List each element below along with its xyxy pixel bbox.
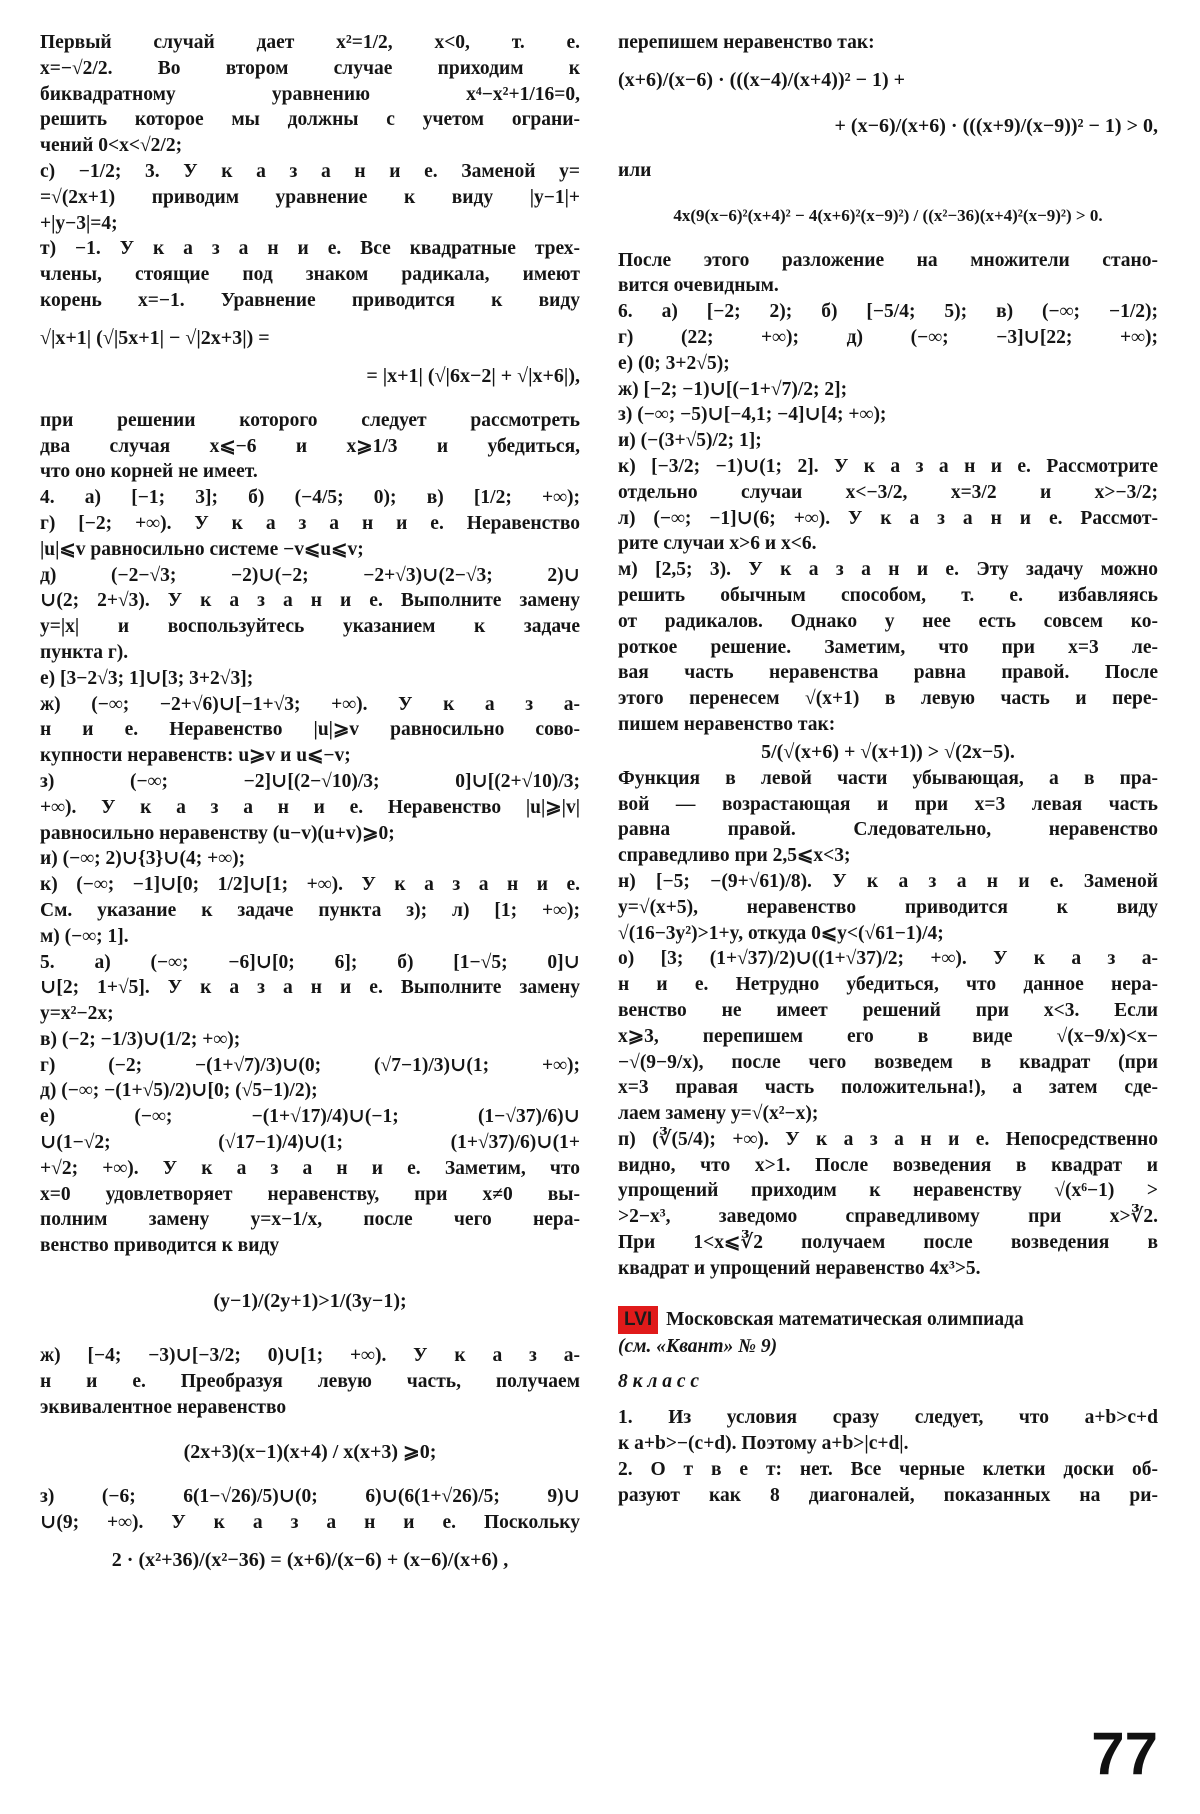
text-line: д) (−∞; −(1+√5)/2)∪[0; (√5−1)/2); bbox=[40, 1080, 318, 1102]
text-line: См. указание к задаче пункта з); л) [1; +∞); bbox=[40, 899, 580, 921]
grade-heading: 8 к л а с с bbox=[618, 1371, 700, 1393]
text-line: н и е. Преобразуя левую часть, получаем bbox=[40, 1370, 580, 1392]
text-line: ∪(2; 2+√3). У к а з а н и е. Выполните замену bbox=[40, 590, 580, 612]
text-line: члены, стоящие под знаком радикала, имеют bbox=[40, 264, 580, 286]
text-line: y=|x| и воспользуйтесь указанием к задаче bbox=[40, 616, 580, 638]
text-line: с) −1/2; 3. У к а з а н и е. Заменой y= bbox=[40, 160, 580, 182]
text-line: y=x²−2x; bbox=[40, 1003, 114, 1025]
text-line: этого перенесем √(x+1) в левую часть и пере- bbox=[618, 688, 1158, 710]
text-line: венство приводится к виду bbox=[40, 1235, 280, 1257]
text-line: решить обычным способом, т. е. избавляясь bbox=[618, 584, 1158, 606]
text-line: 6. а) [−2; 2); б) [−5/4; 5); в) (−∞; −1/2); bbox=[618, 301, 1158, 323]
text-line: или bbox=[618, 159, 652, 181]
text-line: роткое решение. Заметим, что при x=3 ле- bbox=[618, 636, 1158, 658]
text-line: л) (−∞; −1]∪(6; +∞). У к а з а н и е. Рассмот- bbox=[618, 507, 1158, 529]
text-line: +√2; +∞). У к а з а н и е. Заметим, что bbox=[40, 1157, 580, 1179]
text-line: При 1<x⩽∛2 получаем после возведения в bbox=[618, 1232, 1158, 1254]
text-line: =√(2x+1) приводим уравнение к виду |y−1|+ bbox=[40, 186, 580, 208]
text-line: г) [−2; +∞). У к а з а н и е. Неравенство bbox=[40, 512, 580, 534]
section-badge: LVI bbox=[618, 1306, 658, 1334]
text-line: вой — возрастающая и при x=3 левая часть bbox=[618, 793, 1158, 815]
text-line: После этого разложение на множители стано- bbox=[618, 249, 1158, 271]
text-line: равна правой. Следовательно, неравенство bbox=[618, 819, 1158, 841]
text-line: д) (−2−√3; −2)∪(−2; −2+√3)∪(2−√3; 2)∪ bbox=[40, 564, 580, 586]
text-line: от радикалов. Однако у нее есть совсем ко- bbox=[618, 610, 1158, 632]
left-column bbox=[40, 30, 580, 1574]
text-line: x=0 удовлетворяет неравенству, при x≠0 вы- bbox=[40, 1183, 580, 1205]
text-line: ж) (−∞; −2+√6)∪[−1+√3; +∞). У к а з а- bbox=[40, 693, 580, 715]
text-line: равносильно неравенству (u−v)(u+v)⩾0; bbox=[40, 822, 395, 844]
text-line: 2. О т в е т: нет. Все черные клетки доски об- bbox=[618, 1458, 1158, 1480]
text-line: лаем замену y=√(x²−x); bbox=[618, 1103, 819, 1125]
text-line: вится очевидным. bbox=[618, 275, 779, 297]
text-line: т) −1. У к а з а н и е. Все квадратные трех- bbox=[40, 238, 580, 260]
text-line: Функция в левой части убывающая, а в пра- bbox=[618, 767, 1158, 789]
text-line: м) (−∞; 1]. bbox=[40, 925, 129, 947]
text-line: y=√(x+5), неравенство приводится к виду bbox=[618, 896, 1158, 918]
text-line: чений 0<x<√2/2; bbox=[40, 135, 183, 157]
text-line: решить которое мы должны с учетом ограни- bbox=[40, 109, 580, 131]
formula-line: 4x(9(x−6)²(x+4)² − 4(x+6)²(x−9)²) / ((x²−36)(x+4)²(x−9)²) > 0. bbox=[673, 205, 1103, 225]
text-line: купности неравенств: u⩾v и u⩽−v; bbox=[40, 745, 351, 767]
text-line: разуют как 8 диагоналей, показанных на ри- bbox=[618, 1484, 1158, 1506]
text-line: з) (−∞; −5)∪[−4,1; −4]∪[4; +∞); bbox=[618, 404, 887, 426]
text-line: справедливо при 2,5⩽x<3; bbox=[618, 845, 851, 867]
text-line: е) [3−2√3; 1]∪[3; 3+2√3]; bbox=[40, 667, 254, 689]
text-line: г) (−2; −(1+√7)/3)∪(0; (√7−1)/3)∪(1; +∞); bbox=[40, 1054, 580, 1076]
text-line: 1. Из условия сразу следует, что a+b>c+d bbox=[618, 1407, 1158, 1429]
text-line: ∪[2; 1+√5]. У к а з а н и е. Выполните замену bbox=[40, 977, 580, 999]
text-line: упрощений приходим к неравенству √(x⁶−1) > bbox=[618, 1180, 1158, 1202]
section-heading bbox=[618, 1306, 1158, 1334]
text-line: и) (−∞; 2)∪{3}∪(4; +∞); bbox=[40, 848, 246, 870]
text-line: в) (−2; −1/3)∪(1/2; +∞); bbox=[40, 1028, 241, 1050]
formula-line: (2x+3)(x−1)(x+4) / x(x+3) ⩾0; bbox=[183, 1441, 437, 1464]
formula-line: √|x+1| (√|5x+1| − √|2x+3|) = bbox=[40, 326, 270, 349]
text-line: >2−x³, заведомо справедливому при x>∛2. bbox=[618, 1206, 1158, 1228]
text-line: 4. а) [−1; 3]; б) (−4/5; 0); в) [1/2; +∞); bbox=[40, 487, 580, 509]
text-line: перепишем неравенство так: bbox=[618, 32, 875, 53]
text-line: −√(9−9/x), после чего возведем в квадрат (при bbox=[618, 1051, 1158, 1073]
text-line: пункта г). bbox=[40, 641, 129, 663]
text-line: ж) [−2; −1)∪[(−1+√7)/2; 2]; bbox=[618, 378, 848, 400]
section-subtitle: (см. «Квант» № 9) bbox=[618, 1335, 778, 1357]
text-line: к) (−∞; −1]∪[0; 1/2]∪[1; +∞). У к а з а н и е. bbox=[40, 874, 580, 896]
text-line: квадрат и упрощений неравенство 4x³>5. bbox=[618, 1257, 981, 1279]
text-line: Первый случай дает x²=1/2, x<0, т. е. bbox=[40, 32, 580, 53]
text-line: вая часть неравенства равна правой. После bbox=[618, 662, 1158, 684]
formula-line: (x+6)/(x−6) · (((x−4)/(x+4))² − 1) + bbox=[618, 68, 906, 91]
formula-line: = |x+1| (√|6x−2| + √|x+6|), bbox=[366, 364, 580, 387]
text-line: 5. а) (−∞; −6]∪[0; 6]; б) [1−√5; 0]∪ bbox=[40, 951, 580, 973]
text-line: к) [−3/2; −1)∪(1; 2]. У к а з а н и е. Рассмотрите bbox=[618, 455, 1158, 477]
text-line: x=−√2/2. Во втором случае приходим к bbox=[40, 57, 580, 79]
text-line: о) [3; (1+√37)/2)∪((1+√37)/2; +∞). У к а з а- bbox=[618, 948, 1158, 970]
text-line: з) (−6; 6(1−√26)/5)∪(0; 6)∪(6(1+√26)/5; 9)∪ bbox=[40, 1486, 580, 1508]
text-line: √(16−3y²)>1+y, откуда 0⩽y<(√61−1)/4; bbox=[618, 922, 944, 944]
text-line: полним замену y=x−1/x, после чего нера- bbox=[40, 1209, 580, 1231]
text-line: что оно корней не имеет. bbox=[40, 461, 258, 483]
text-line: н) [−5; −(9+√61)/8). У к а з а н и е. Заменой bbox=[618, 870, 1158, 892]
text-line: к a+b>−(c+d). Поэтому a+b>|c+d|. bbox=[618, 1433, 909, 1455]
text-line: корень x=−1. Уравнение приводится к виду bbox=[40, 289, 580, 311]
text-line: биквадратному уравнению x⁴−x²+1/16=0, bbox=[40, 83, 580, 105]
formula-line: 2 · (x²+36)/(x²−36) = (x+6)/(x−6) + (x−6)/(x+6) , bbox=[111, 1549, 509, 1572]
text-line: два случая x⩽−6 и x⩾1/3 и убедиться, bbox=[40, 435, 580, 457]
text-line: |u|⩽v равносильно системе −v⩽u⩽v; bbox=[40, 538, 364, 560]
text-line: венство не имеет решений при x<3. Если bbox=[618, 999, 1158, 1021]
formula-line: 5/(√(x+6) + √(x+1)) > √(2x−5). bbox=[761, 740, 1015, 763]
text-line: е) (−∞; −(1+√17)/4)∪(−1; (1−√37)/6)∪ bbox=[40, 1106, 580, 1128]
text-line: при решении которого следует рассмотреть bbox=[40, 409, 580, 431]
text-line: н и е. Неравенство |u|⩾v равносильно сово- bbox=[40, 719, 580, 741]
text-line: н и е. Нетрудно убедиться, что данное нера- bbox=[618, 974, 1158, 996]
text-line: е) (0; 3+2√5); bbox=[618, 352, 730, 374]
text-line: м) [2,5; 3). У к а з а н и е. Эту задачу можно bbox=[618, 559, 1158, 581]
text-line: отдельно случаи x<−3/2, x=3/2 и x>−3/2; bbox=[618, 481, 1158, 503]
text-line: ∪(1−√2; (√17−1)/4)∪(1; (1+√37)/6)∪(1+ bbox=[40, 1132, 580, 1154]
text-line: ∪(9; +∞). У к а з а н и е. Поскольку bbox=[40, 1512, 580, 1534]
text-line: пишем неравенство так: bbox=[618, 713, 836, 735]
text-line: з) (−∞; −2]∪[(2−√10)/3; 0]∪[(2+√10)/3; bbox=[40, 770, 580, 792]
text-line: x⩾3, перепишем его в виде √(x−9/x)<x− bbox=[618, 1025, 1158, 1047]
text-line: ж) [−4; −3)∪[−3/2; 0)∪[1; +∞). У к а з а- bbox=[40, 1345, 580, 1367]
text-line: эквивалентное неравенство bbox=[40, 1396, 287, 1418]
text-line: п) (∛(5/4); +∞). У к а з а н и е. Непосредственно bbox=[618, 1128, 1158, 1150]
text-line: +∞). У к а з а н и е. Неравенство |u|⩾|v| bbox=[40, 796, 580, 818]
text-line: г) (22; +∞); д) (−∞; −3]∪[22; +∞); bbox=[618, 326, 1158, 348]
text-line: рите случаи x>6 и x<6. bbox=[618, 533, 817, 555]
text-line: видно, что x>1. После возведения в квадрат и bbox=[618, 1154, 1158, 1176]
section-title: Московская математическая олимпиада bbox=[666, 1308, 1024, 1330]
formula-line: (y−1)/(2y+1)>1/(3y−1); bbox=[213, 1290, 407, 1313]
formula-line: + (x−6)/(x+6) · (((x+9)/(x−9))² − 1) > 0, bbox=[834, 114, 1158, 137]
right-column bbox=[618, 30, 1158, 1508]
page-number: 77 bbox=[1091, 1720, 1158, 1787]
text-line: x=3 правая часть положительна!), а затем сде- bbox=[618, 1077, 1158, 1099]
text-line: и) (−(3+√5)/2; 1]; bbox=[618, 430, 762, 452]
text-line: +|y−3|=4; bbox=[40, 212, 118, 234]
